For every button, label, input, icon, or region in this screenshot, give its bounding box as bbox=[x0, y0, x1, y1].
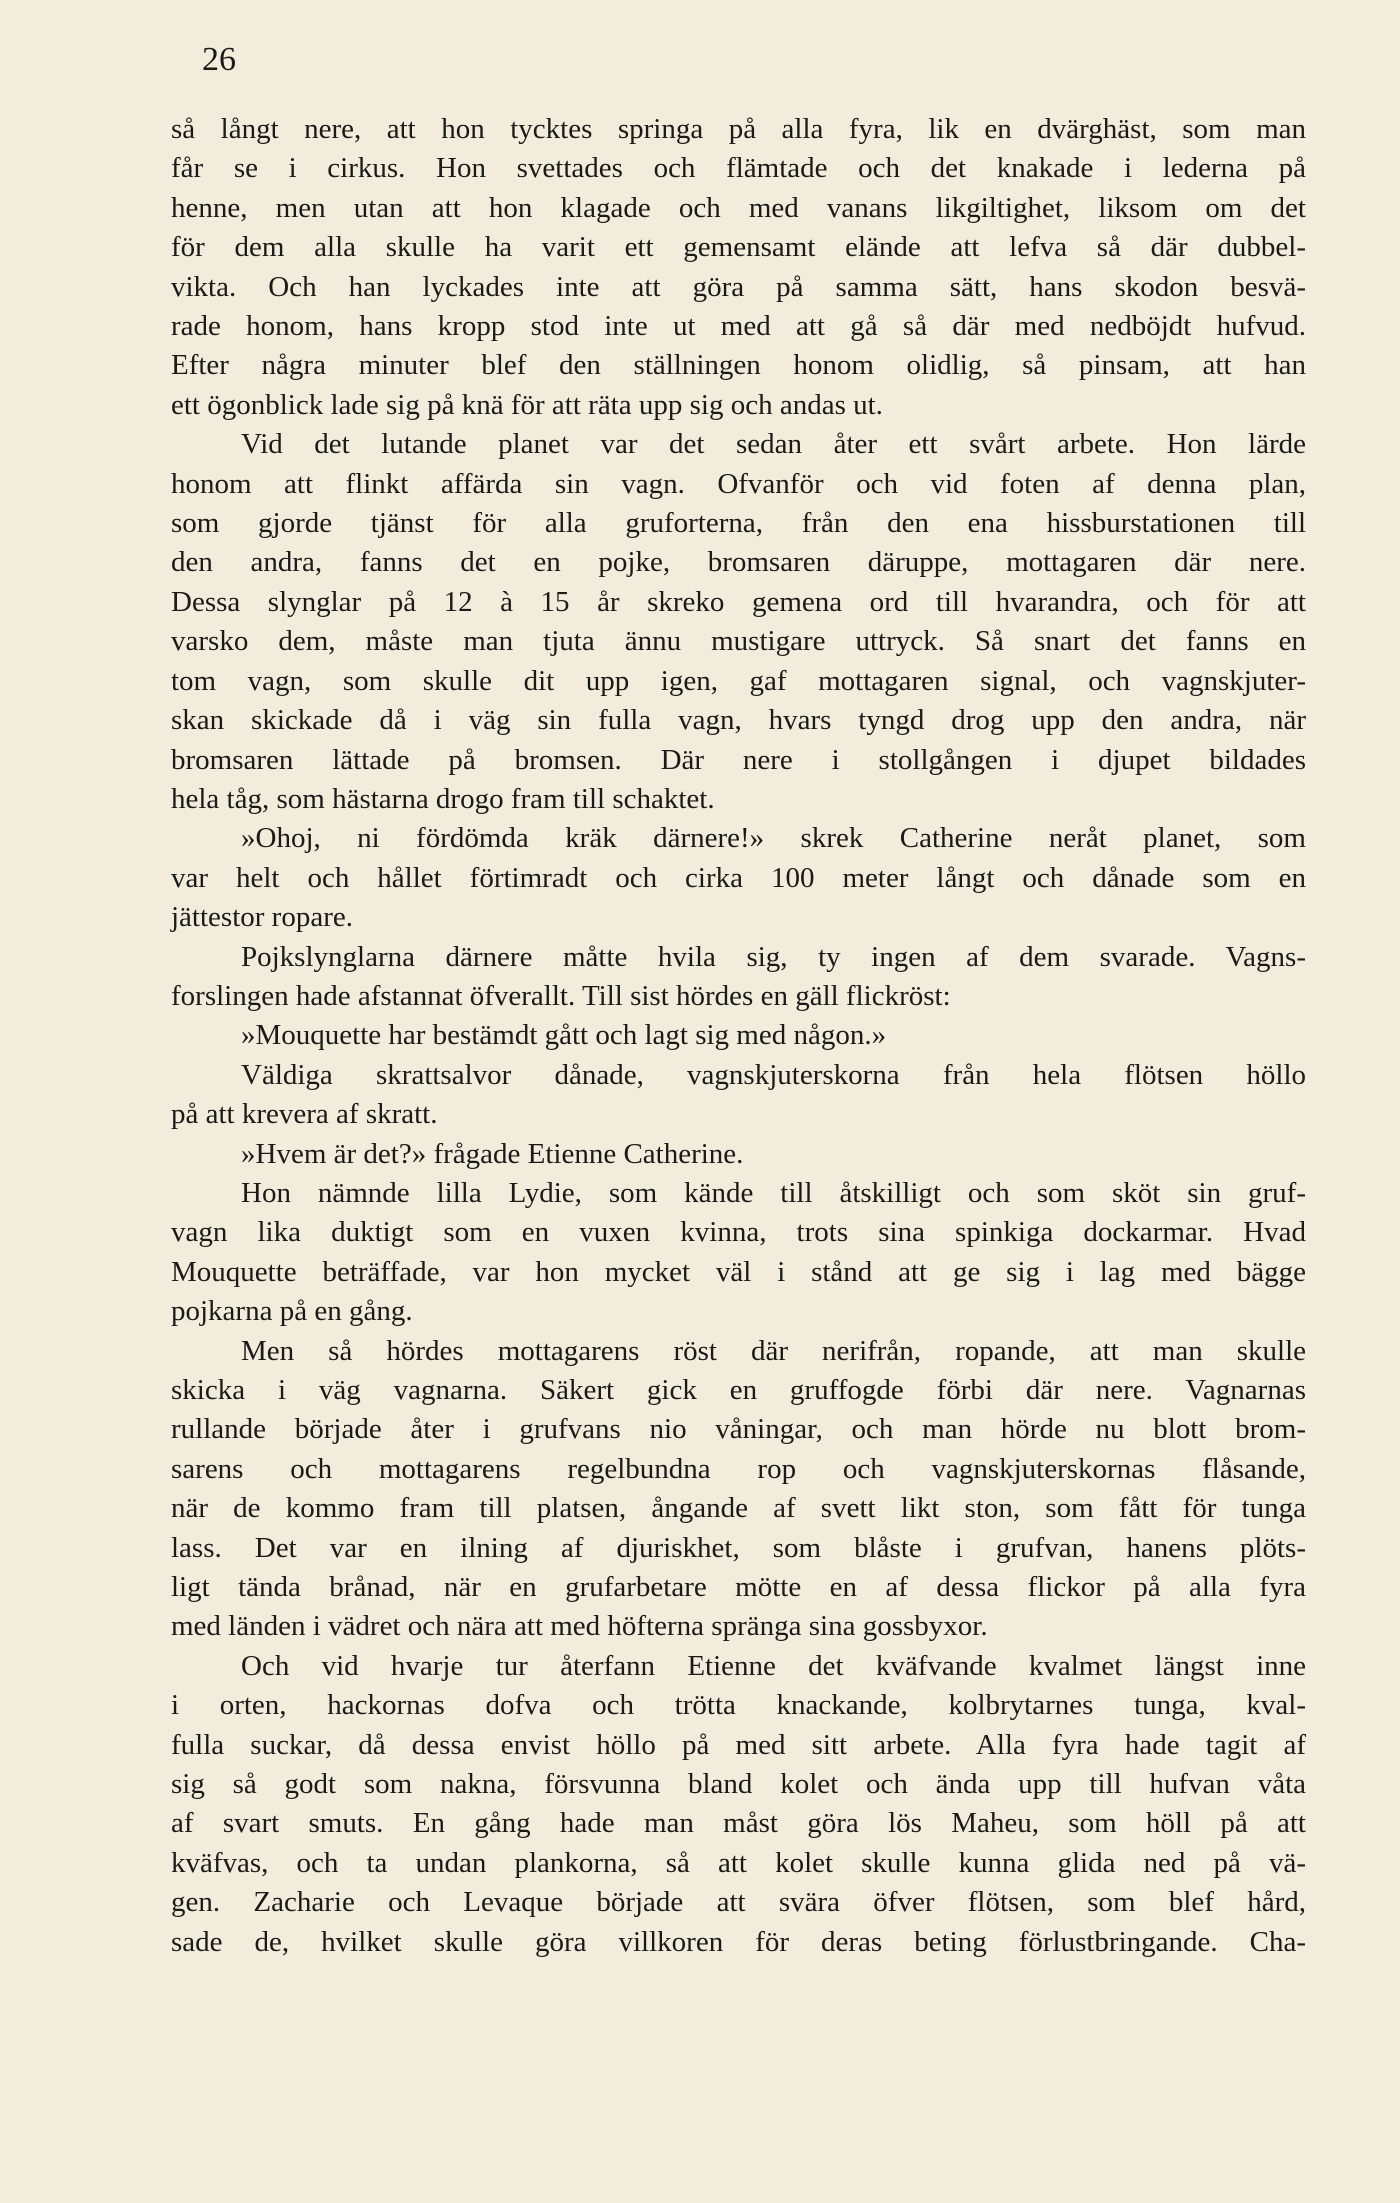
text-line: Mouquette beträffade, var hon mycket väl i stånd att ge sig i lag med bägge bbox=[171, 1255, 1306, 1288]
text-line: pojkarna på en gång. bbox=[171, 1295, 413, 1328]
text-line: fulla suckar, då dessa envist höllo på med sitt arbete. Alla fyra hade tagit af bbox=[171, 1728, 1306, 1761]
text-line: så långt nere, att hon tycktes springa på alla fyra, lik en dvärghäst, som man bbox=[171, 113, 1306, 145]
text-line: var helt och hållet förtimradt och cirka 100 meter långt och dånade som en bbox=[171, 861, 1306, 894]
text-line: »Hvem är det?» frågade Etienne Catherine. bbox=[241, 1137, 744, 1170]
text-line: gen. Zacharie och Levaque började att svära öfver flötsen, som blef hård, bbox=[171, 1886, 1306, 1919]
text-line: tom vagn, som skulle dit upp igen, gaf mottagaren signal, och vagnskjuter- bbox=[171, 664, 1306, 697]
text-line: med länden i vädret och nära att med höfterna spränga sina gossbyxor. bbox=[171, 1610, 988, 1643]
text-line: »Mouquette har bestämdt gått och lagt sig med någon.» bbox=[241, 1019, 887, 1052]
text-line: rullande började åter i grufvans nio våningar, och man hörde nu blott brom- bbox=[171, 1413, 1306, 1446]
text-line: bromsaren lättade på bromsen. Där nere i stollgången i djupet bildades bbox=[171, 743, 1306, 776]
text-line: Vid det lutande planet var det sedan åter ett svårt arbete. Hon lärde bbox=[241, 428, 1306, 461]
text-line: hela tåg, som hästarna drogo fram till schaktet. bbox=[171, 782, 715, 815]
text-line: på att krevera af skratt. bbox=[171, 1098, 438, 1131]
page-text bbox=[171, 110, 1306, 1962]
text-line: i orten, hackornas dofva och trötta knackande, kolbrytarnes tunga, kval- bbox=[171, 1689, 1306, 1722]
text-line: honom att flinkt affärda sin vagn. Ofvanför och vid foten af denna plan, bbox=[171, 467, 1306, 500]
text-line: ligt tända brånad, när en grufarbetare mötte en af dessa flickor på alla fyra bbox=[171, 1571, 1306, 1604]
text-line: Väldiga skrattsalvor dånade, vagnskjuterskorna från hela flötsen höllo bbox=[241, 1058, 1306, 1091]
text-line: Pojkslynglarna därnere måtte hvila sig, ty ingen af dem svarade. Vagns- bbox=[241, 940, 1306, 973]
text-line: varsko dem, måste man tjuta ännu mustigare uttryck. Så snart det fanns en bbox=[171, 625, 1306, 658]
text-line: rade honom, hans kropp stod inte ut med att gå så där med nedböjdt hufvud. bbox=[171, 310, 1306, 343]
text-line: lass. Det var en ilning af djuriskhet, som blåste i grufvan, hanens plöts- bbox=[171, 1531, 1306, 1564]
text-line: sig så godt som nakna, försvunna bland kolet och ända upp till hufvan våta bbox=[171, 1768, 1306, 1801]
page-number: 26 bbox=[202, 41, 236, 78]
text-line: som gjorde tjänst för alla gruforterna, från den ena hissburstationen till bbox=[171, 507, 1306, 540]
text-line: af svart smuts. En gång hade man måst göra lös Maheu, som höll på att bbox=[171, 1807, 1306, 1840]
text-line: ett ögonblick lade sig på knä för att räta upp sig och andas ut. bbox=[171, 388, 883, 421]
text-line: jättestor ropare. bbox=[171, 901, 353, 934]
text-line: skicka i väg vagnarna. Säkert gick en gruffogde förbi där nere. Vagnarnas bbox=[171, 1374, 1306, 1406]
text-line: den andra, fanns det en pojke, bromsaren däruppe, mottagaren där nere. bbox=[171, 546, 1306, 579]
text-line: kväfvas, och ta undan plankorna, så att kolet skulle kunna glida ned på vä- bbox=[171, 1846, 1306, 1879]
text-line: forslingen hade afstannat öfverallt. Till sist hördes en gäll flickröst: bbox=[171, 979, 951, 1012]
text-line: Men så hördes mottagarens röst där nerifrån, ropande, att man skulle bbox=[241, 1334, 1306, 1367]
text-line: sarens och mottagarens regelbundna rop och vagnskjuterskornas flåsande, bbox=[171, 1452, 1306, 1485]
text-line: skan skickade då i väg sin fulla vagn, hvars tyngd drog upp den andra, när bbox=[171, 704, 1306, 737]
text-line: Efter några minuter blef den ställningen honom olidlig, så pinsam, att han bbox=[171, 349, 1306, 382]
text-line: när de kommo fram till platsen, ångande af svett likt ston, som fått för tunga bbox=[171, 1492, 1306, 1525]
text-line: vagn lika duktigt som en vuxen kvinna, trots sina spinkiga dockarmar. Hvad bbox=[171, 1216, 1306, 1249]
text-line: Hon nämnde lilla Lydie, som kände till åtskilligt och som sköt sin gruf- bbox=[241, 1176, 1306, 1209]
text-line: får se i cirkus. Hon svettades och flämtade och det knakade i lederna på bbox=[171, 152, 1306, 185]
text-line: henne, men utan att hon klagade och med vanans likgiltighet, liksom om det bbox=[171, 191, 1306, 224]
text-line: Dessa slynglar på 12 à 15 år skreko gemena ord till hvarandra, och för att bbox=[171, 585, 1306, 618]
text-line: för dem alla skulle ha varit ett gemensamt elände att lefva så där dubbel- bbox=[171, 231, 1306, 264]
text-line: »Ohoj, ni fördömda kräk därnere!» skrek Catherine neråt planet, som bbox=[241, 822, 1306, 855]
text-line: sade de, hvilket skulle göra villkoren för deras beting förlustbringande. Cha- bbox=[171, 1925, 1306, 1958]
text-line: Och vid hvarje tur återfann Etienne det kväfvande kvalmet längst inne bbox=[241, 1649, 1306, 1682]
text-line: vikta. Och han lyckades inte att göra på samma sätt, hans skodon besvä- bbox=[171, 270, 1306, 303]
